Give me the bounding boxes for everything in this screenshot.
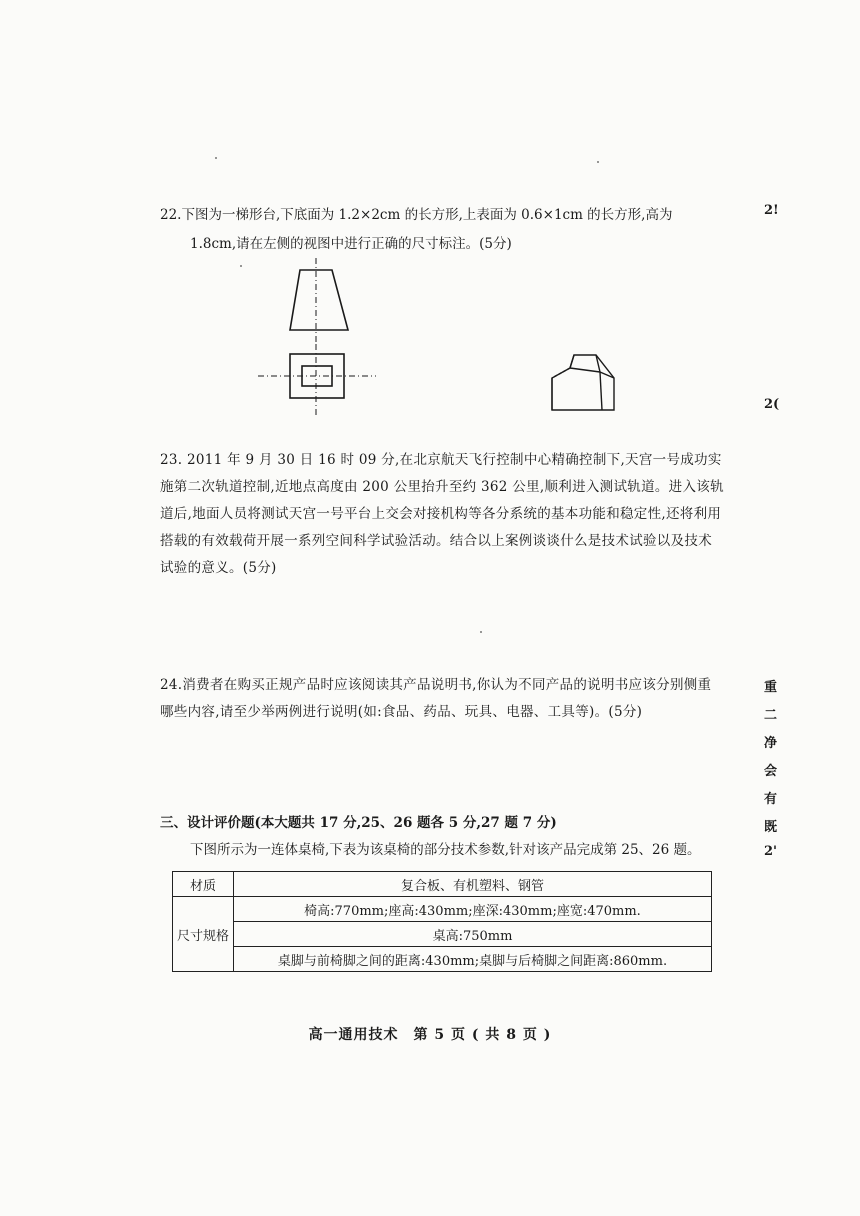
margin-fragment: 既 — [764, 820, 778, 835]
size-row3: 桌脚与前椅脚之间的距离:430mm;桌脚与后椅脚之间距离:860mm. — [234, 947, 712, 972]
margin-fragment: 二 — [764, 708, 778, 723]
material-label: 材质 — [173, 872, 234, 897]
q22-line1: 22.下图为一梯形台,下底面为 1.2×2cm 的长方形,上表面为 0.6×1cm 的长方形,高为 — [160, 207, 673, 223]
scan-speck — [215, 157, 217, 159]
margin-fragment: 2! — [764, 203, 779, 218]
top-view-rectangles — [258, 344, 376, 418]
margin-fragment: 有 — [764, 792, 778, 807]
material-value: 复合板、有机塑料、钢管 — [234, 872, 712, 897]
scan-speck — [240, 265, 242, 267]
frustum-3d-sketch — [552, 355, 614, 410]
table-row — [173, 897, 712, 922]
spec-table — [172, 871, 712, 972]
scan-speck — [597, 161, 599, 163]
size-row1: 椅高:770mm;座高:430mm;座深:430mm;座宽:470mm. — [234, 897, 712, 922]
q23-text: 23. 2011 年 9 月 30 日 16 时 09 分,在北京航天飞行控制中心精确控制下,天宫一号成功实施第二次轨道控制,近地点高度由 200 公里抬升至约 362 公里,顺利进入测试轨道。进入该轨道后,地面人员将测试天宫一号平台上交会对接机构等各分系统的基本功能和稳定性,还将利用搭载的有效载荷开展一系列空间科学试验活动。结合以上案例谈谈什么是技术试验以及技术试验的意义。(5分) — [160, 452, 724, 576]
q22-line2: 1.8cm,请在左侧的视图中进行正确的尺寸标注。(5分) — [190, 236, 512, 252]
margin-fragment: 净 — [764, 736, 778, 751]
front-view-trapezoid — [290, 258, 348, 342]
margin-fragment: 2' — [764, 844, 778, 859]
margin-fragment: 重 — [764, 680, 778, 695]
size-label: 尺寸规格 — [173, 897, 234, 972]
table-row — [173, 872, 712, 897]
margin-fragment: 2( — [764, 397, 780, 412]
page-footer: 高一通用技术 第 5 页 ( 共 8 页 ) — [308, 1027, 552, 1043]
scan-speck — [480, 631, 482, 633]
margin-fragment: 会 — [764, 764, 778, 779]
section3-intro: 下图所示为一连体桌椅,下表为该桌椅的部分技术参数,针对该产品完成第 25、26 题。 — [190, 842, 701, 858]
table-row — [173, 922, 712, 947]
section3-title: 三、设计评价题(本大题共 17 分,25、26 题各 5 分,27 题 7 分) — [160, 815, 557, 831]
size-row2: 桌高:750mm — [234, 922, 712, 947]
table-row — [173, 947, 712, 972]
q24-text: 24.消费者在购买正规产品时应该阅读其产品说明书,你认为不同产品的说明书应该分别侧重哪些内容,请至少举两例进行说明(如:食品、药品、玩具、电器、工具等)。(5分) — [160, 677, 712, 720]
